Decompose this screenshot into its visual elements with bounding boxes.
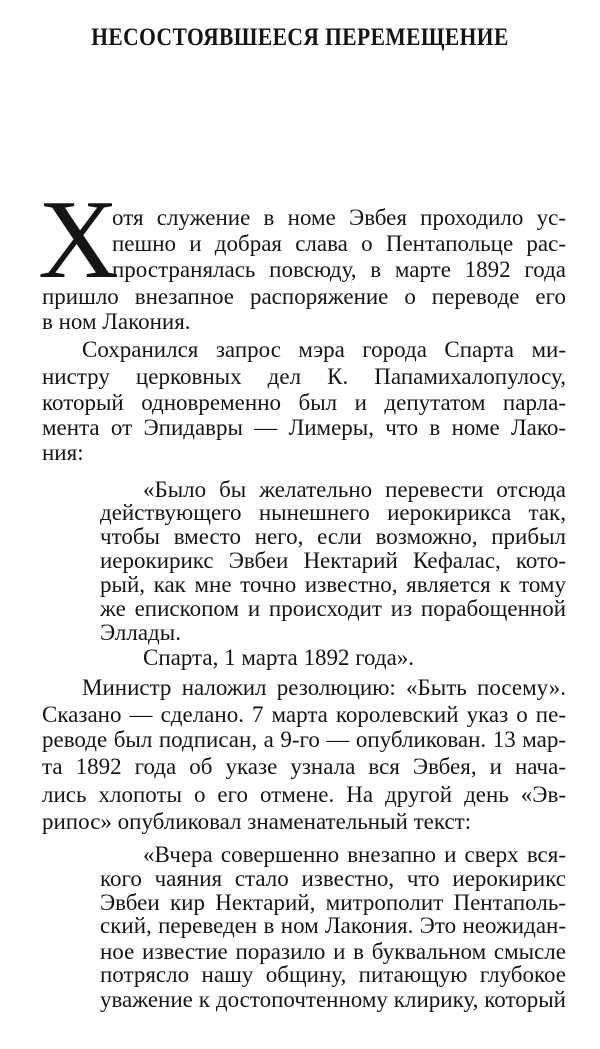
line-text: который одновременно был и депутатом парла- [42, 390, 566, 415]
line-text: ния: [42, 440, 84, 465]
text-line [42, 284, 566, 310]
text-line [143, 842, 566, 868]
line-text: же епископом и происходит из порабощенной [100, 596, 566, 621]
line-text: реводе был подписан, а 9-го — опубликован. 13 мар- [42, 727, 566, 752]
page-title: НЕСОСТОЯВШЕЕСЯ ПЕРЕМЕЩЕНИЕ [91, 24, 509, 51]
line-text: ский, переведен в ном Лакония. Это неожидан- [100, 913, 566, 938]
text-line [100, 572, 566, 598]
line-text: действующего нынешнего иерокирикса так, [100, 500, 566, 525]
line-text: «Было бы желательно перевести отсюда [143, 477, 566, 502]
text-line [100, 962, 566, 988]
text-line [100, 596, 566, 622]
line-text: Эллады. [100, 620, 181, 645]
text-line [100, 866, 566, 892]
line-text: мента от Эпидавры — Лимеры, что в номе Лако- [42, 415, 566, 440]
line-text: ное известие поразило и в буквальном смысле [100, 939, 566, 964]
text-line [42, 364, 566, 390]
text-line [112, 205, 566, 231]
line-text: лись хлопоты о его отмене. На другой день «Эв- [42, 782, 566, 807]
line-text: пространялась повсюду, в марте 1892 года [112, 257, 566, 282]
text-line [42, 440, 566, 466]
text-line [100, 548, 566, 574]
text-line [100, 913, 566, 939]
text-line [100, 524, 566, 550]
line-text: нистру церковных дел К. Папамихалопулосу, [42, 364, 566, 389]
line-text: Эвбеи кир Нектарий, митрополит Пентаполь- [100, 890, 566, 915]
text-line [42, 754, 566, 780]
text-line [82, 337, 566, 363]
line-text: кого чаяния стало известно, что иерокирикс [100, 866, 566, 891]
text-line [112, 257, 566, 283]
text-line [82, 675, 566, 701]
line-text: пришло внезапное распоряжение о переводе его [42, 284, 566, 309]
text-line [42, 415, 566, 441]
line-text: чтобы вместо него, если возможно, прибыл [100, 524, 566, 549]
text-line [42, 782, 566, 808]
text-line [42, 727, 566, 753]
line-text: потрясло нашу общину, питающую глубокое [100, 962, 566, 987]
text-line [42, 309, 566, 335]
line-text: отя служение в номе Эвбея проходило ус- [112, 205, 566, 230]
line-text: та 1892 года об указе узнала вся Эвбея, и нача- [42, 754, 566, 779]
line-text: «Вчера совершенно внезапно и сверх вся- [143, 842, 566, 867]
text-line [112, 231, 566, 257]
quote-signature [143, 645, 566, 671]
line-text: Спарта, 1 марта 1892 года». [143, 645, 415, 670]
line-text: рипос» опубликовал знаменательный текст: [42, 809, 472, 834]
text-line [100, 620, 566, 646]
line-text: рый, как мне точно известно, является к тому [100, 572, 566, 597]
text-line [42, 809, 566, 835]
drop-cap: Х [38, 178, 119, 302]
line-text: Сказано — сделано. 7 марта королевский указ о пе- [42, 702, 566, 727]
line-text: иерокирикс Эвбеи Нектарий Кефалас, кото- [100, 548, 566, 573]
text-line [100, 500, 566, 526]
line-text: уважение к достопочтенному клирику, который [100, 987, 566, 1012]
line-text: Сохранился запрос мэра города Спарта ми- [82, 337, 566, 362]
line-text: Министр наложил резолюцию: «Быть посему». [82, 675, 566, 700]
text-line [42, 390, 566, 416]
text-line [42, 702, 566, 728]
line-text: в ном Лакония. [42, 309, 191, 334]
line-text: пешно и добрая слава о Пентапольце рас- [112, 231, 566, 256]
text-line [100, 987, 566, 1013]
